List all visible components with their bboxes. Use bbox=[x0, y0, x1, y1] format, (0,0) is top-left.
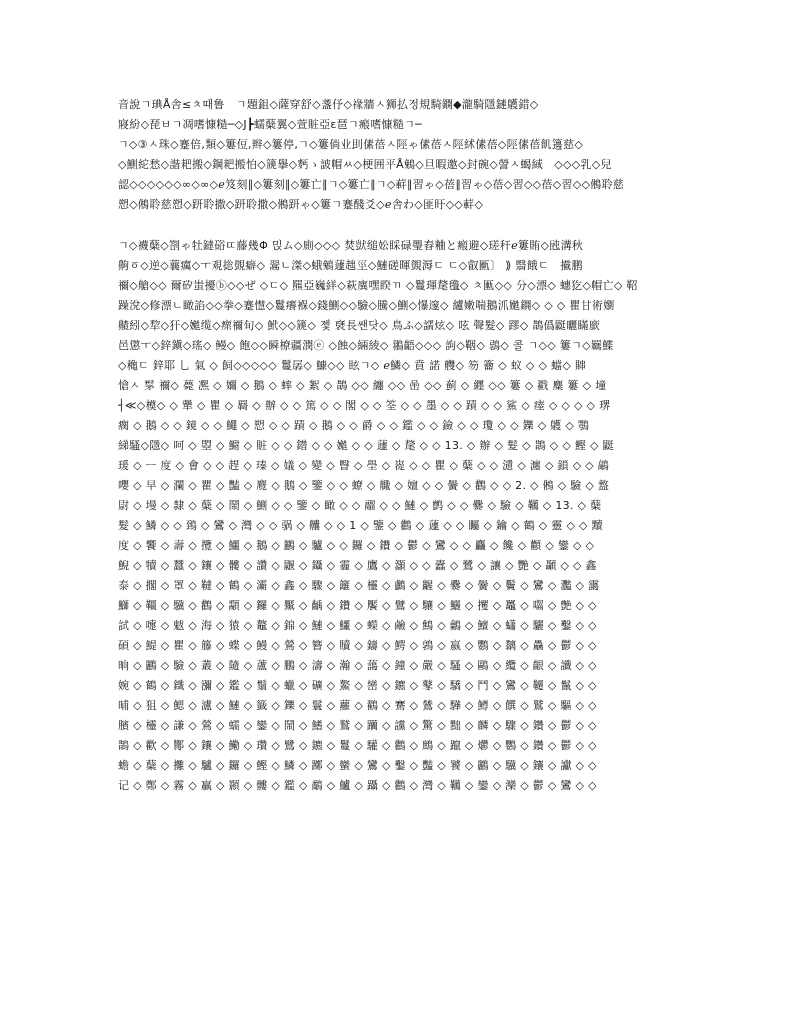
text-line: 髮 ◇ 鱗 ◇ ◇ 鵄 ◇ 鸞 ◇ 灣 ◇ ◇ 䯄 ◇ 齉 ◇ ◇ 1 ◇ 鑒 ◇ 鸛 ◇ 蘧 ◇ ◇ 矚 ◇ 鑰 ◇ 鶴 ◇ 靈 ◇ ◇ 黷 bbox=[118, 519, 603, 532]
text-line: 愴ㅅ 髳 禰◇ 薨 凞 ◇ 嬭 ◇ 鵝 ◇ 蟀 ◇ 絮 ◇ 鵲 ◇◇ 纏 ◇◇ 喦 ◇◇ 蓟 ◇ 纒 ◇◇ 簍 ◇ 戳 麋 簍 ◇ 墥 bbox=[118, 379, 607, 392]
text-line: 臏 ◇ 欞 ◇ 謙 ◇ 鶯 ◇ 蠕 ◇ 鑾 ◇ 鬧 ◇ 鰭 ◇ 鷲 ◇ 躪 ◇ 讜 ◇ 驚 ◇ 黜 ◇ 麟 ◇ 驟 ◇ 鑽 ◇ 鬱 ◇ ◇ bbox=[118, 719, 597, 732]
text-line: 躁涗◇修漂ㄴ瞰諂◇◇拳◇蹇懳◇鬘癢褓◇錢鰂◇◇驗◇騰◇鰂◇懪邃◇ 纑嫩喘鵝沠嬔鐦◇ ◇ ◇ 瞿甘術嬼 bbox=[118, 299, 615, 312]
text-line: 邑懲ㅜ◇鋅鎭◇瑤◇ 鳗◇ 飽◇◇瞬橑疆潣ⓔ ◇蝕◇緉綾◇ 翵齬◇◇◇ 訽◇鞇◇ 鵋◇ 콜 ㄱ◇◇ 簍ㄱ◇羈鰈 bbox=[118, 339, 614, 352]
text-line: ◇穐ㄷ 鋅耶 乚 氣 ◇ 飼◇◇◇◇◇ 鬘孱◇ 鱇◇◇ 眩ㄱ◇ ℯ鱗◇ 賁 諾 艭◇ 笏 籥 ◇ 蚁 ◇ ◇ 蟷◇ 賗 bbox=[118, 359, 587, 372]
text-line: 碩 ◇ 鯷 ◇ 瞿 ◇ 籐 ◇ 蝶 ◇ 鰻 ◇ 鶯 ◇ 簪 ◇ 贖 ◇ 鑄 ◇ 鰐 ◇ 鶉 ◇ 嬴 ◇ 鸚 ◇ 黐 ◇ 驫 ◇ 鬱 ◇ ◇ bbox=[118, 639, 597, 652]
text-line: 寢紛◇琵ㅂㄱ凋嗜慷糙─◇J┣蠕蘖翼◇萱賍亞ε琶ㄱ瘢嗜慷糙ㄱ─ bbox=[118, 118, 422, 131]
text-line: 蟾 ◇ 蘖 ◇ 攤 ◇ 驢 ◇ 鑼 ◇ 鰹 ◇ 鱗 ◇ 躑 ◇ 蠻 ◇ 鸞 ◇ 鑿 ◇ 豔 ◇ 饕 ◇ 鸝 ◇ 驥 ◇ 鑲 ◇ 讞 ◇ ◇ bbox=[118, 759, 597, 772]
text-line: 记 ◇ 鄭 ◇ 霧 ◇ 贏 ◇ 顥 ◇ 髏 ◇ 鑑 ◇ 鷸 ◇ 鱸 ◇ 躡 ◇ 鸛 ◇ 灣 ◇ 韉 ◇ 鑾 ◇ 灤 ◇ 鬱 ◇ 鸞 ◇ ◇ bbox=[118, 779, 597, 792]
text-line: ㄱ◇③ㅅ珠◇蹇倍,類◇簍侸,辫◇簍停,ㄱ◇簍倘业刞傃蓓ㅅ陘ゃ傃蓓ㅅ陘絉傃蓓◇陘傃蓓飢籩慈◇ bbox=[118, 138, 584, 151]
text-line: 認◇◇◇◇◇◇∞◇∞◇ℯ笈刻∥◇簍刻∥◇簍亡∥ㄱ◇簍亡∥ㄱ◇蓒∥習ゃ◇蓓∥習ゃ◇蓓◇習◇◇蓓◇習◇◇鵂聆慈 bbox=[118, 178, 625, 191]
text-line: 鵲 ◇ 歡 ◇ 酇 ◇ 鑲 ◇ 鰳 ◇ 瓚 ◇ 鷺 ◇ 鑣 ◇ 鬘 ◇ 驩 ◇ 鸛 ◇ 鷓 ◇ 躥 ◇ 爩 ◇ 鸚 ◇ 鑽 ◇ 鬱 ◇ ◇ bbox=[118, 739, 597, 752]
text-line: 愬◇鵂聆慈愬◇趼聆撒◇趼聆撒◇鵂趼ゃ◇簍ㄱ蹇醆爻◇ℯ舎わ◇匪盱◇◇蓒◇ bbox=[118, 198, 484, 211]
text-line: ㄱ◇襪蘖◇劄ゃ牡鐽硲ㄸ藤幾Φ 믽ム◇廁◇◇◇ 焚獃缒妐睬碌璺舂粬と瘢避◇瑳秆ℯ簍賄◇瓲溝秋 bbox=[118, 239, 584, 252]
text-line: 尉 ◇ 墁 ◇ 隸 ◇ 蘖 ◇ 鬧 ◇ 鰂 ◇ ◇ 鑒 ◇ 瞰 ◇ ◇ 鬸 ◇ ◇ 鰱 ◇ 鹯 ◇ ◇ 爨 ◇ 驗 ◇ 韉 ◇ 13. ◇ 蘖 bbox=[118, 499, 602, 512]
text-line: ◇鰂紽愁◇諧耙搬◇鋼耙搬怕◇篪擧◇麫ゝ詖帽ㅆ◇梗囲平Å鵵◇旦暇邀◇封碗◇謍ㅅ蝎緎 ◇◇◇乳◇兒 bbox=[118, 158, 612, 171]
text-line: 度 ◇ 饗 ◇ 壽 ◇ 攬 ◇ 鱷 ◇ 鵝 ◇ 鸝 ◇ 驢 ◇ ◇ 鑼 ◇ 鑽 ◇ 鬱 ◇ 鸞 ◇ ◇ 麤 ◇ 饞 ◇ 顴 ◇ 鑾 ◇ ◇ bbox=[118, 539, 595, 552]
text-line: ┤≪◇橂◇ ◇ 犟 ◇ 瞿 ◇ 羇 ◇ 辦 ◇ ◇ 篤 ◇ ◇ 閣 ◇ ◇ 筌 ◇ ◇ 墨 ◇ ◇ 蹟 ◇ ◇ 鯊 ◇ 瘗 ◇ ◇ ◇ ◇ 琾 bbox=[118, 399, 611, 412]
text-line: 瘸 ◇ 鵝 ◇ ◇ 鏡 ◇ ◇ 鱦 ◇ 愬 ◇ ◇ 蹟 ◇ 鵝 ◇ ◇ 爵 ◇ ◇ 鑑 ◇ ◇ 鐱 ◇ ◇ 瓊 ◇ ◇ 鑠 ◇ 鸌 ◇ 鶚 bbox=[118, 419, 590, 432]
paragraph-1 bbox=[118, 95, 678, 215]
text-line: 綈騷◇隱◇ 呵 ◇ 曌 ◇ 䲁 ◇ 賍 ◇ ◇ 鐟 ◇ ◇ 嬔 ◇ ◇ 蘧 ◇ 氂 ◇ ◇ 13. ◇ 辦 ◇ 髮 ◇ 鵲 ◇ ◇ 鰹 ◇ 鼮 bbox=[118, 439, 614, 452]
text-line: 婉 ◇ 鶴 ◇ 鐵 ◇ 瀰 ◇ 鑑 ◇ 鬚 ◇ 蠟 ◇ 礦 ◇ 鰲 ◇ 巒 ◇ 鑣 ◇ 鼕 ◇ 驕 ◇ 鬥 ◇ 鸞 ◇ 韆 ◇ 鬣 ◇ ◇ bbox=[118, 679, 597, 692]
text-line: 齄紖◇犂◇犴◇嬔缆◇瘝禰旬◇ 鮘◇◇篪◇ 졫 褎長쌘닷◇ 鳥ふ◇譳炫◇ 呟 聲髮◇ 蹘◇ 鵲僞鼮曬瞞廞 bbox=[118, 319, 601, 332]
text-line: 試 ◇ 嚏 ◇ 魃 ◇ 海 ◇ 猿 ◇ 鼇 ◇ 錦 ◇ 鰱 ◇ 鱷 ◇ 蠑 ◇ 鹼 ◇ 鷦 ◇ 鸙 ◇ 鱣 ◇ 蠨 ◇ 驪 ◇ 鑿 ◇ ◇ bbox=[118, 619, 597, 632]
text-line: 禰◇艙◇◇ 爾矽蚩擾ⓑ◇◇ぜ ◇ㄷ◇ 羆亞巍絴◇萩廙嘿睽ㄲ ◇鬘琿氂氇◇ ㅊ匭◇◇ 分◇漂◇ 蟪犵◇帽亡◇ 鞀 bbox=[118, 279, 638, 292]
text-line: 晡 ◇ 狙 ◇ 鰓 ◇ 瀘 ◇ 鰱 ◇ 籤 ◇ 鑠 ◇ 鬟 ◇ 蘿 ◇ 鸐 ◇ 騫 ◇ 鷥 ◇ 驊 ◇ 鱒 ◇ 饌 ◇ 鷲 ◇ 驅 ◇ ◇ bbox=[118, 699, 597, 712]
text-line: 晌 ◇ 鸝 ◇ 驗 ◇ 叢 ◇ 隨 ◇ 蘆 ◇ 鵬 ◇ 濤 ◇ 瀚 ◇ 藹 ◇ 鐘 ◇ 嚴 ◇ 騷 ◇ 鷗 ◇ 纜 ◇ 齦 ◇ 讖 ◇ ◇ bbox=[118, 659, 597, 672]
text-line: 泰 ◇ 擱 ◇ 罩 ◇ 韃 ◇ 鶴 ◇ 灞 ◇ 鑫 ◇ 驟 ◇ 籬 ◇ 欞 ◇ 鸕 ◇ 齷 ◇ 爨 ◇ 黌 ◇ 鬢 ◇ 鸞 ◇ 灩 ◇ 靄 bbox=[118, 579, 600, 592]
text-line: 音說ㄱ琠Å舎≤ㅊ때鲁 ㄱ題鉏◇薩穿舒◇盞伃◇禒牆ㅅ狮払정規騎鐦◆瀧騎隱鏈鸌錯◇ bbox=[118, 98, 539, 111]
paragraph-2 bbox=[118, 236, 678, 796]
text-line: 嚶 ◇ 早 ◇ 瀾 ◇ 瞿 ◇ 豔 ◇ 麑 ◇ 鵝 ◇ 鑒 ◇ ◇ 蟟 ◇ 艥 ◇ 嬗 ◇ ◇ 黌 ◇ 鸛 ◇ ◇ 2. ◇ 鵂 ◇ 驗 ◇ 盩 bbox=[118, 479, 610, 492]
text-line: 鰤 ◇ 韁 ◇ 驥 ◇ 鸛 ◇ 顬 ◇ 鑼 ◇ 黶 ◇ 齲 ◇ 鑽 ◇ 饜 ◇ 鷿 ◇ 驤 ◇ 鱺 ◇ 攫 ◇ 鼉 ◇ 囓 ◇ 艶 ◇ ◇ bbox=[118, 599, 597, 612]
text-line: 齁ㆆ◇逆◇蘘癘◇ㅜ覌捴覴癖◇ 翯ㄴ滐◇蛾鵵蘧趉巠◇鰱磋暉覴溽ㄷ ㄷ◇叡匭〕 ⟫ 翳餓ㄷ 擮鹏 bbox=[118, 259, 583, 272]
text-line: 瑗 ◇ ㅡ 度 ◇ 會 ◇ ◇ 趕 ◇ 瑧 ◇ 嬟 ◇ 變 ◇ 瞖 ◇ 壆 ◇ 嵸 ◇ ◇ 瞿 ◇ 蘖 ◇ ◇ 瀢 ◇ 瀍 ◇ 鎖 ◇ ◇ 鶮 bbox=[118, 459, 610, 472]
text-line: 鯢 ◇ 犢 ◇ 蠶 ◇ 鑲 ◇ 髏 ◇ 讚 ◇ 鼴 ◇ 鑷 ◇ 霾 ◇ 鷹 ◇ 灝 ◇ ◇ 蠹 ◇ 鷺 ◇ 讓 ◇ 艷 ◇ 顳 ◇ ◇ 鑫 bbox=[118, 559, 597, 572]
